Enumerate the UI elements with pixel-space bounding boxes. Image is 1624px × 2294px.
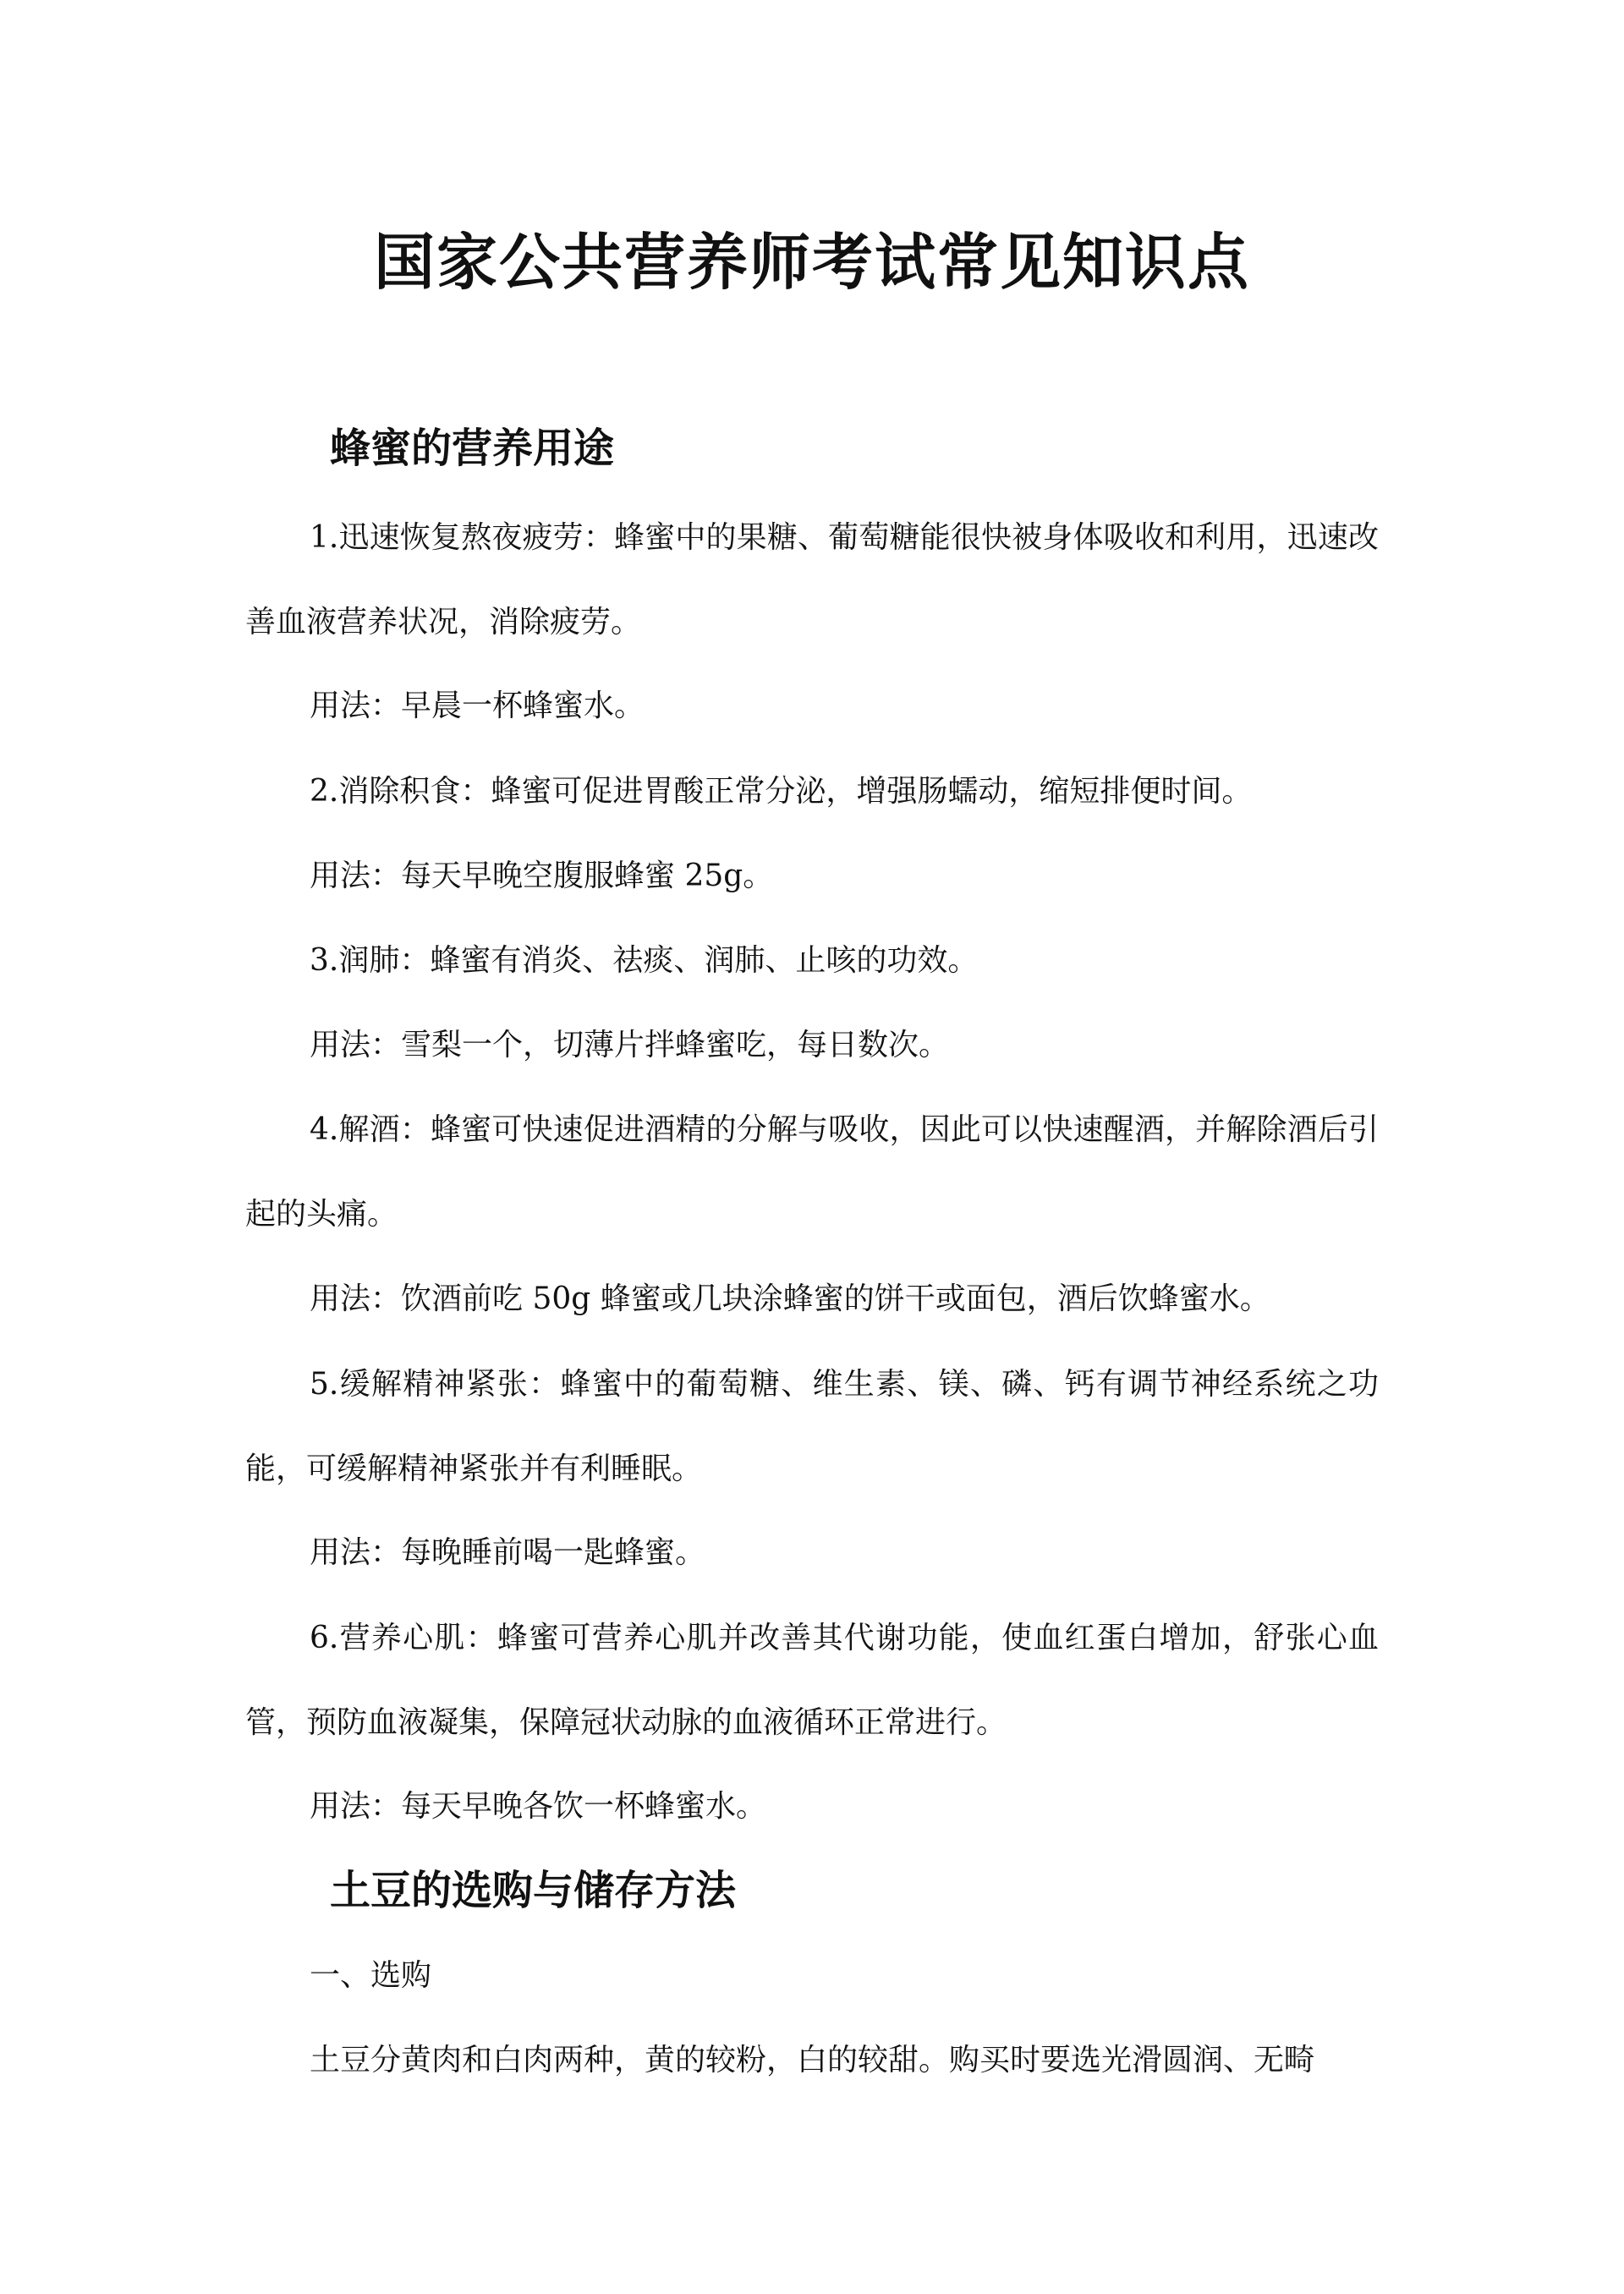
paragraph-item-2: 2.消除积食：蜂蜜可促进胃酸正常分泌，增强肠蠕动，缩短排便时间。	[310, 774, 1253, 809]
paragraph-potato-selection: 土豆分黄肉和白肉两种，黄的较粉，白的较甜。购买时要选光滑圆润、无畸	[310, 2043, 1315, 2077]
paragraph-item-5: 5.缓解精神紧张：蜂蜜中的葡萄糖、维生素、镁、磷、钙有调节神经系统之功能，可缓解精神紧张并有利睡眠。	[245, 1367, 1379, 1486]
section-heading-honey: 蜂蜜的营养用途	[330, 425, 615, 472]
usage-item-6: 用法：每天早晚各饮一杯蜂蜜水。	[310, 1789, 767, 1824]
section-heading-potato: 土豆的选购与储存方法	[330, 1867, 737, 1914]
usage-item-1: 用法：早晨一杯蜂蜜水。	[310, 689, 645, 723]
paragraph-item-4: 4.解酒：蜂蜜可快速促进酒精的分解与吸收，因此可以快速醒酒，并解除酒后引起的头痛。	[245, 1112, 1379, 1232]
paragraph-item-6: 6.营养心肌：蜂蜜可营养心肌并改善其代谢功能，使血红蛋白增加，舒张心血管，预防血液凝集，保障冠状动脉的血液循环正常进行。	[245, 1621, 1379, 1740]
paragraph-item-1: 1.迅速恢复熬夜疲劳：蜂蜜中的果糖、葡萄糖能很快被身体吸收和利用，迅速改善血液营养状况，消除疲劳。	[245, 520, 1379, 639]
paragraph-item-3: 3.润肺：蜂蜜有消炎、祛痰、润肺、止咳的功效。	[310, 943, 979, 978]
usage-item-4: 用法：饮酒前吃 50g 蜂蜜或几块涂蜂蜜的饼干或面包，酒后饮蜂蜜水。	[310, 1281, 1270, 1316]
usage-item-5: 用法：每晚睡前喝一匙蜂蜜。	[310, 1535, 706, 1570]
usage-item-3: 用法：雪梨一个，切薄片拌蜂蜜吃，每日数次。	[310, 1028, 950, 1062]
usage-item-2: 用法：每天早晚空腹服蜂蜜 25g。	[310, 859, 774, 893]
document-title: 国家公共营养师考试常见知识点	[373, 226, 1250, 298]
subheading-selection: 一、选购	[310, 1958, 432, 1993]
